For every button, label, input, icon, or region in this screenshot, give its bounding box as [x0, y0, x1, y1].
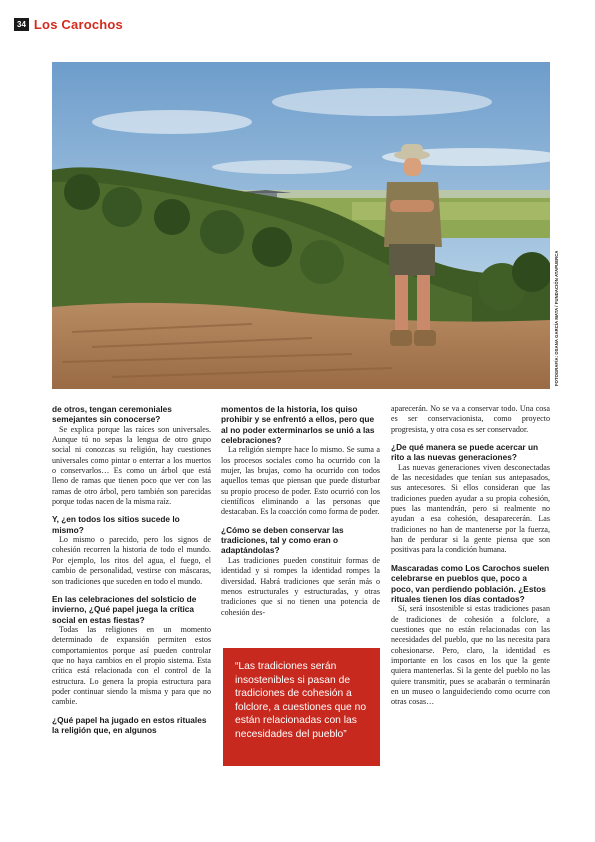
page-number: 34 [14, 18, 29, 31]
interview-question: Y, ¿en todos los sitios sucede lo mismo? [52, 514, 180, 535]
interview-answer: aparecerán. No se va a conservar todo. Una cosa es ser conservacionista, como proyecto progresista, y otra cosa es ser conservador. [391, 404, 550, 434]
interview-answer: Se explica porque las raíces son universales. Aunque tú no sepas la lengua de otro grupo social ni conozcas su religión, hay cuestiones universales como pintar o enterrar a los muertos o conservarlos… Es como un árbol que está lleno de ramas que tienen poco que ver con las ramas de otro árbol, pero también son parecidas porque todas nacen de la misma raíz. [52, 424, 211, 507]
interview-answer: La religión siempre hace lo mismo. Se suma a los procesos sociales como ha ocurrido con la mujer, las brujas, como ha ocurrido con todos aquellos temas que piensan que puede disturbar su propio proceso de poder. Esto ocurrió con los científicos eliminando a las personas que destacaban. Es la coacción como forma de poder. [221, 445, 380, 517]
interview-answer: Las nuevas generaciones viven desconectadas de las necesidades que tenían sus antepasados, sus antecesores. Si ellos consideran que las tradiciones pueden ayudar a su propia cohesión, pues las mantendrán, pero si realmente no ayudan a esa cohesión, desaparecerán. Las tradiciones no han de mantenerse por la fuerza, han de perdurar si la gente piensa que son positivas para la condición humana. [391, 462, 550, 555]
spacer [52, 587, 211, 594]
photo-credit: FOTOGRAFÍA: OSANA GARCÍA MATA / FUNDACIÓN ATAPUERCA [554, 250, 559, 386]
column-3 [391, 404, 550, 708]
magazine-title: Los Carochos [33, 16, 123, 32]
spacer [391, 435, 550, 442]
interview-answer: Lo mismo o parecido, pero los signos de cohesión recorren la historia de todo el mundo. Por ejemplo, los ritos del agua, el fuego, el cambio de personalidad, vestirse con máscaras, son tradiciones que suceden en todo el mundo. [52, 535, 211, 586]
interview-answer: Las tradiciones pueden constituir formas de identidad y si rompes la identidad rompes la diversidad. Habrá tradiciones que serán más o menos estructurales y estructuradas, y otras tradiciones que si no tienen una potencia de cohesión des- [221, 555, 380, 617]
column-1 [52, 404, 211, 735]
column-2 [221, 404, 380, 618]
pull-quote [223, 648, 380, 766]
interview-question: Mascaradas como Los Carochos suelen celebrarse en pueblos que, poco a poco, van perdiendo población. ¿Estos rituales tienen los días contados? [391, 562, 550, 604]
interview-question: ¿Qué papel ha jugado en estos rituales la religión que, en algunos [52, 714, 207, 735]
interview-answer: Sí, será insostenible si estas tradiciones pasan de tradiciones de cohesión a folclore, a cuestiones que no están relacionadas con las necesidades del pueblo, que no las necesita para cohesionarse. Pero, claro, la identidad es importante en los casos en los que la gente quiera mantenerlas. Si la gente del pueblo no las quiere transmitir, pues se acabarán o terminarán en un museo o languideciendo como ocurre con otras cosas… [391, 604, 550, 707]
interview-answer: Todas las religiones en un momento determinado de expansión permiten estos comportamientos porque así pueden controlar que no haya cambios en el propio sistema. Esta crítica está relacionada con el control de la estructura. Lo genera la propia estructura para poder continuar siendo la misma y para que no cambie. [52, 624, 211, 707]
article-photo [52, 62, 550, 389]
page-header [14, 16, 123, 32]
spacer [52, 708, 211, 715]
spacer [221, 518, 380, 525]
interview-question: momentos de la historia, los quiso prohibir y se enfrentó a ellos, pero que al no poder exterminarlos se unió a las celebraciones? [221, 404, 375, 446]
pull-quote-text: “Las tradiciones serán insostenibles si pasan de tradiciones de cohesión a folclore, a cuestiones que no están relacionadas con las necesidades del pueblo” [235, 661, 367, 740]
spacer [52, 507, 211, 514]
spacer [391, 556, 550, 563]
interview-question: En las celebraciones del solsticio de invierno, ¿Qué papel juega la crítica social en estas fiestas? [52, 593, 197, 625]
interview-question: de otros, tengan ceremoniales semejantes sin conocerse? [52, 404, 172, 425]
interview-question: ¿De qué manera se puede acercar un rito a las nuevas generaciones? [391, 442, 539, 463]
interview-question: ¿Cómo se deben conservar las tradiciones, tal y como eran o adaptándolas? [221, 524, 344, 556]
